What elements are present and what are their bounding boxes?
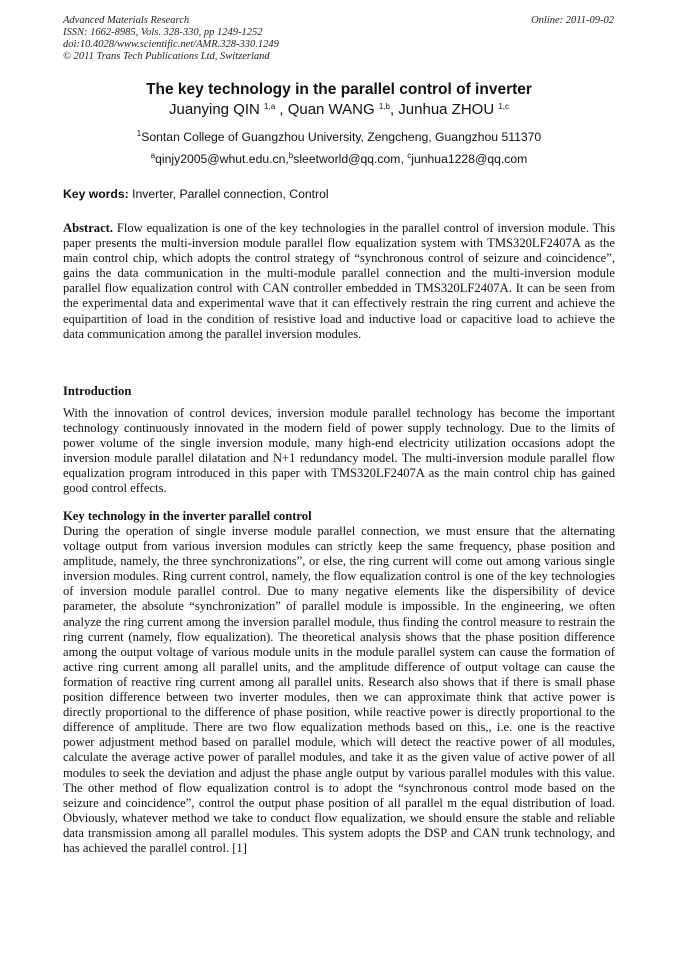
section-heading-introduction: Introduction <box>63 384 132 398</box>
journal-header <box>63 15 279 63</box>
author-sup: 1,b <box>378 102 390 111</box>
section-heading-key-technology: Key technology in the inverter parallel control <box>63 509 312 523</box>
key-technology-paragraph: During the operation of single inverse module parallel connection, we must ensure that the alternating voltage output from various inversion modules can strictly keep the same frequency, phase position and amplitude, namely, the three synchronizations”, or else, the ring current will come out among various single inversion modules. Ring current control, namely, the flow equalization control is one of the key technologies of inversion module parallel control. Due to many negative elements like the dispersibility of device parameter, the absolute “synchronization” of parallel module is impossible. In the engineering, we often analyze the ring current among the inversion parallel module, thus finding the control measure to restrain the ring current (namely, flow equalization). The theoretical analysis shows that the phase position difference among the output voltage of various module units in the module parallel system can cause the formation of active ring current among all parallel units, and the amplitude difference of output voltage can cause the formation of reactive ring current among all parallel units. Research also shows that if there is small phase position difference between two inverter modules, then we can approximate think that active power is directly proportional to the difference of phase position, while reactive power is directly proportional to the difference of amplitude. There are two flow equalization methods based on this,, i.e. one is the reactive power adjustment method based on parallel module, which will detect the reactive power of all modules, calculate the average active power of parallel modules, and take it as the given value of active power of all modules to seek the deviation and adjust the phase angle output by various parallel modules with this value. The other method of flow equalization control is to adopt the “synchronous control mode based on the seizure and coincidence”, control the output phase position of all parallel m the equal distribution of load. Obviously, whatever method we take to conduct flow equalization, we should ensure the stable and reliable data transmission among all parallel modules. This system adopts the DSP and CAN trunk technology, and has achieved the parallel control. [1] <box>63 524 615 855</box>
author-sup: 1,c <box>498 102 510 111</box>
author-sup: 1,a <box>264 102 276 111</box>
abstract-paragraph <box>63 221 615 342</box>
author-name: Juanying QIN <box>168 101 260 118</box>
online-date: Online: 2011-09-02 <box>531 15 614 26</box>
affiliation-text: Sontan College of Guangzhou University, Zengcheng, Guangzhou 511370 <box>141 130 542 144</box>
abstract-label: Abstract. <box>63 221 114 235</box>
email-sup: a <box>150 151 156 160</box>
author-list: Juanying QIN $^{1,a}$ , Quan WANG $^{1,b}$, Junhua ZHOU $^{1,c}$ <box>168 101 510 118</box>
journal-name: Advanced Materials Research <box>63 15 190 26</box>
paper-title: The key technology in the parallel control of inverter <box>146 81 532 98</box>
email-sup: c <box>407 151 412 160</box>
affiliation <box>0 130 678 144</box>
email-link: qinjy2005@whut.edu.cn <box>155 152 286 166</box>
keywords-text: Inverter, Parallel connection, Control <box>132 187 329 201</box>
author-name: Junhua ZHOU <box>398 101 495 118</box>
issn-line: ISSN: 1662-8985, Vols. 328-330, pp 1249-1252 <box>63 27 263 38</box>
email-link: junhua1228@qq.com <box>411 152 528 166</box>
doi-line: doi:10.4028/www.scientific.net/AMR.328-330.1249 <box>63 39 279 50</box>
affiliation-sup: 1 <box>136 129 142 138</box>
abstract-text: Flow equalization is one of the key technologies in the parallel control of inversion module. This paper presents the multi-inversion module parallel flow equalization system with TMS320LF2407A as the main control chip, which adopts the control strategy of “synchronous control of seizure and coincidence”, gains the data communication in the multi-module parallel connection and the multi-inversion module parallel flow equalization control with CAN controller embedded in TMS320LF2407A. It can be seen from the experimental data and experimental wave that it can effectively restrain the ring current and achieve the equipartition of load in the condition of resistive load and inductive load or capacitive load to achieve the data communication among the parallel inversion modules. <box>63 221 615 341</box>
email-list: $^a$qinjy2005@whut.edu.cn,$^b$sleetworld@qq.com, $^c$junhua1228@qq.com <box>150 151 528 166</box>
author-name: Quan WANG <box>287 101 375 118</box>
keywords <box>63 187 615 201</box>
copyright-line: © 2011 Trans Tech Publications Ltd, Switzerland <box>63 51 270 62</box>
email-link: sleetworld@qq.com <box>293 152 401 166</box>
introduction-paragraph: With the innovation of control devices, inversion module parallel technology has become the important technology continuously innovated in the modern field of power supply technology. Due to the limits of power volume of the single inversion module, many high-end electricity utilization occasions adopt the inversion module parallel dilatation and N+1 redundancy model. The multi-inversion module parallel flow equalization program introduced in this paper with TMS320LF2407A as the main control chip has gained good control effects. <box>63 406 615 496</box>
email-sup: b <box>288 151 294 160</box>
keywords-label: Key words: <box>63 187 129 201</box>
